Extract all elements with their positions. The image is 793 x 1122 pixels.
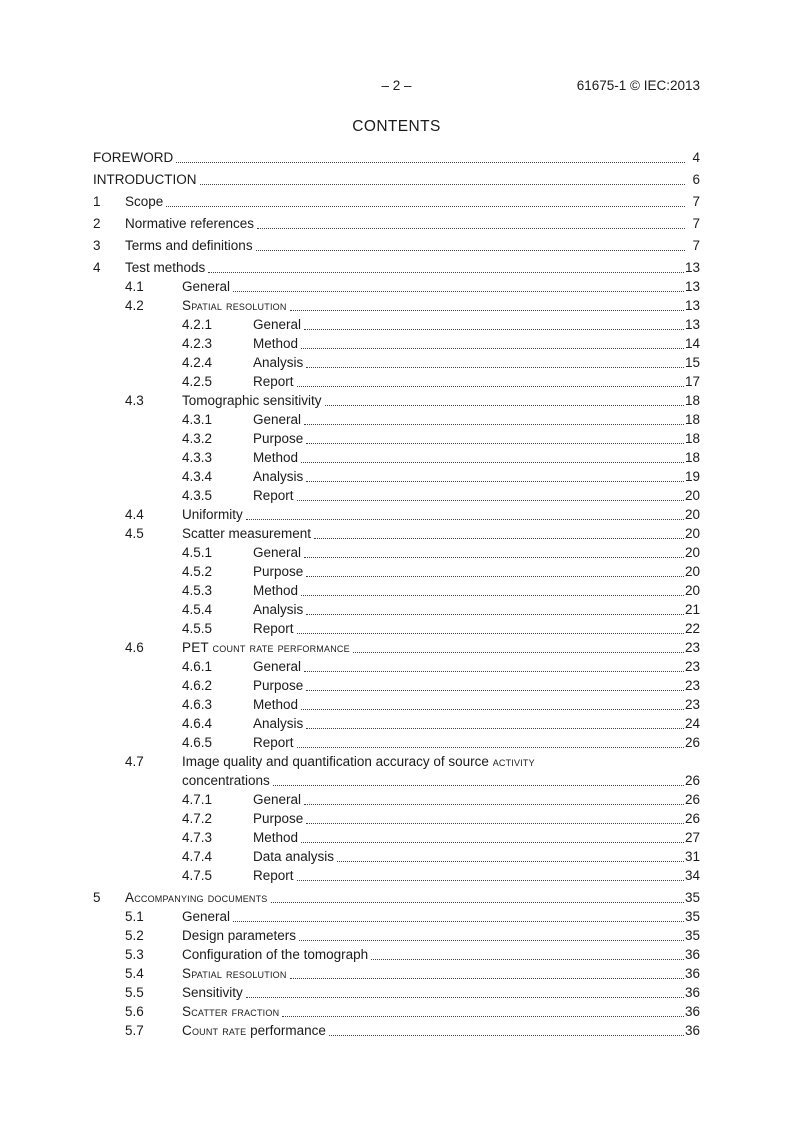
- toc-entry-page-number: 14: [684, 336, 700, 351]
- toc-entry-number: 4.3.4: [182, 469, 213, 484]
- toc-entry-number: 4.2.5: [182, 374, 213, 389]
- dotted-leader: [273, 785, 684, 786]
- toc-entry-title: [182, 391, 322, 410]
- toc-entry-title-part: Analysis: [253, 716, 304, 731]
- toc-entry-title: [93, 148, 173, 167]
- toc-entry-title: [253, 657, 301, 676]
- toc-entry-title: [182, 907, 230, 926]
- toc-entry-5.2: [93, 926, 700, 945]
- dotted-leader: [306, 576, 684, 577]
- dotted-leader: [306, 481, 684, 482]
- dotted-leader: [246, 997, 684, 998]
- toc-entry-title: [253, 562, 303, 581]
- toc-entry-title-part: Scatter measurement: [182, 526, 312, 541]
- dotted-leader: [257, 228, 685, 229]
- dotted-leader: [176, 162, 685, 163]
- toc-entry-4.2.5: [93, 372, 700, 391]
- toc-entry-4: [93, 258, 700, 277]
- toc-entry-4.5.3: [93, 581, 700, 600]
- toc-entry-number: 4.7.2: [182, 811, 213, 826]
- toc-entry-page-number: 13: [684, 260, 700, 275]
- toc-entry-page-number: 36: [684, 947, 700, 962]
- toc-entry-page-number: 26: [684, 792, 700, 807]
- dotted-leader: [290, 978, 684, 979]
- toc-entry-title-part: Image quality and quantification accuracy of source: [182, 754, 493, 769]
- dotted-leader: [297, 500, 684, 501]
- dotted-leader: [306, 367, 684, 368]
- document-reference: 61675-1 © IEC:2013: [576, 78, 700, 93]
- toc-entry-4.7.4: [93, 847, 700, 866]
- toc-entry-number: 4.6.5: [182, 735, 213, 750]
- toc-entry-number: 4.2.1: [182, 317, 213, 332]
- toc-entry-page-number: 20: [684, 564, 700, 579]
- toc-entry-title: [253, 600, 303, 619]
- toc-entry-2: [93, 214, 700, 233]
- dotted-leader: [246, 519, 684, 520]
- toc-entry-title: [253, 695, 298, 714]
- toc-entry-number: 5.1: [125, 909, 144, 924]
- toc-entry-title: [182, 1021, 326, 1040]
- toc-entry-title-part: Analysis: [253, 602, 304, 617]
- toc-entry-4.7: [93, 752, 700, 771]
- dotted-leader: [304, 424, 684, 425]
- toc-entry-4.3.3: [93, 448, 700, 467]
- toc-entry-title-continuation: concentrations: [182, 773, 270, 788]
- toc-entry-title-part: Terms and definitions: [125, 238, 253, 253]
- dotted-leader: [282, 1016, 684, 1017]
- toc-entry-number: 4.7: [125, 754, 144, 769]
- toc-entry-page-number: 18: [684, 412, 700, 427]
- toc-entry-title-part: performance: [246, 1023, 326, 1038]
- toc-entry-title: [253, 733, 294, 752]
- toc-entry-number: 4.6.3: [182, 697, 213, 712]
- toc-entry-title-part: Spatial resolution: [182, 298, 287, 313]
- toc-entry-4.1: [93, 277, 700, 296]
- dotted-leader: [306, 823, 684, 824]
- toc-entry-title-part: PET count rate performance: [182, 640, 350, 655]
- page-number-marker: – 2 –: [381, 78, 412, 93]
- dotted-leader: [301, 462, 684, 463]
- toc-entry-page-number: 36: [684, 1023, 700, 1038]
- toc-entry-number: 4.2: [125, 298, 144, 313]
- toc-entry-page-number: 31: [684, 849, 700, 864]
- toc-entry-title: [182, 945, 368, 964]
- toc-entry-page-number: 35: [684, 909, 700, 924]
- toc-entry-title-part: Report: [253, 735, 294, 750]
- toc-entry-title-part: Normative references: [125, 216, 255, 231]
- toc-entry-title: [253, 543, 301, 562]
- toc-entry-number: 3: [93, 238, 101, 253]
- dotted-leader: [304, 329, 684, 330]
- toc-entry-title: [253, 467, 303, 486]
- toc-entry-page-number: 22: [684, 621, 700, 636]
- page-body: [93, 78, 700, 1040]
- toc-entry-title: [182, 983, 243, 1002]
- toc-entry-page-number: 36: [684, 985, 700, 1000]
- toc-entry-number: 4.3.2: [182, 431, 213, 446]
- toc-entry-title: [253, 581, 298, 600]
- toc-entry-title: [253, 866, 294, 885]
- toc-entry-title: [253, 353, 303, 372]
- toc-entry-4.6.2: [93, 676, 700, 695]
- toc-entry-page-number: 18: [684, 431, 700, 446]
- toc-entry-title: [253, 448, 298, 467]
- dotted-leader: [301, 348, 684, 349]
- toc-entry-number: 4.5: [125, 526, 144, 541]
- toc-list: [93, 148, 700, 1040]
- toc-entry-page-number: 13: [684, 298, 700, 313]
- toc-entry-title-part: Spatial resolution: [182, 966, 287, 981]
- toc-entry-title-part: FOREWORD: [93, 150, 174, 165]
- toc-entry-3: [93, 236, 700, 255]
- toc-entry-page-number: 20: [684, 526, 700, 541]
- toc-entry-4.5.5: [93, 619, 700, 638]
- toc-entry-title: [253, 847, 334, 866]
- toc-entry-5: [93, 888, 700, 907]
- toc-entry-title-part: General: [253, 792, 302, 807]
- toc-entry-page-number: 36: [684, 966, 700, 981]
- toc-entry-5.3: [93, 945, 700, 964]
- toc-entry-number: 4.6: [125, 640, 144, 655]
- toc-entry-4.6.5: [93, 733, 700, 752]
- dotted-leader: [290, 310, 684, 311]
- dotted-leader: [301, 595, 684, 596]
- toc-entry-title: [253, 714, 303, 733]
- toc-entry-title-part: Count rate: [182, 1023, 247, 1038]
- toc-entry-title: [125, 214, 254, 233]
- toc-entry-number: 4.7.3: [182, 830, 213, 845]
- toc-entry-title-part: Method: [253, 830, 299, 845]
- dotted-leader: [233, 291, 684, 292]
- toc-entry-title: [93, 170, 197, 189]
- toc-entry-number: 5.2: [125, 928, 144, 943]
- toc-entry-title-part: Sensitivity: [182, 985, 243, 1000]
- toc-entry-number: 1: [93, 194, 101, 209]
- dotted-leader: [337, 861, 684, 862]
- toc-entry-title: [182, 505, 243, 524]
- toc-entry-number: 5.4: [125, 966, 144, 981]
- toc-entry-number: 4.2.3: [182, 336, 213, 351]
- toc-entry-4.5.2: [93, 562, 700, 581]
- dotted-leader: [297, 747, 684, 748]
- toc-entry-title: [182, 964, 287, 983]
- toc-entry-number: 5.3: [125, 947, 144, 962]
- toc-entry-page-number: 26: [684, 735, 700, 750]
- dotted-leader: [271, 902, 684, 903]
- toc-entry-4.7.3: [93, 828, 700, 847]
- toc-entry-title-part: Configuration of the tomograph: [182, 947, 369, 962]
- toc-entry-4.3: [93, 391, 700, 410]
- toc-entry-4.5: [93, 524, 700, 543]
- toc-entry-title: [125, 236, 253, 255]
- toc-entry-title: [253, 315, 301, 334]
- toc-entry-title-part: Purpose: [253, 811, 304, 826]
- toc-entry-number: 4.1: [125, 279, 144, 294]
- toc-entry-4.6.4: [93, 714, 700, 733]
- toc-entry-title: [182, 1002, 279, 1021]
- toc-entry-number: 5: [93, 890, 101, 905]
- dotted-leader: [306, 728, 684, 729]
- toc-entry-title-part: Analysis: [253, 469, 304, 484]
- toc-entry-title-part: Report: [253, 868, 294, 883]
- toc-entry-number: 4.7.1: [182, 792, 213, 807]
- toc-entry-title-part: Purpose: [253, 564, 304, 579]
- toc-entry-title: [253, 809, 303, 828]
- dotted-leader: [301, 842, 684, 843]
- toc-entry-4.4: [93, 505, 700, 524]
- toc-entry-page-number: 19: [684, 469, 700, 484]
- toc-entry-page-number: 20: [684, 583, 700, 598]
- toc-entry-title-part: Test methods: [125, 260, 206, 275]
- toc-entry-4.7.2: [93, 809, 700, 828]
- toc-entry-4.6: [93, 638, 700, 657]
- toc-entry-page-number: 35: [684, 890, 700, 905]
- toc-entry-number: 4.5.3: [182, 583, 213, 598]
- toc-entry-title-part: Method: [253, 336, 299, 351]
- toc-entry-title-part: Purpose: [253, 678, 304, 693]
- dotted-leader: [304, 804, 684, 805]
- dotted-leader: [208, 272, 684, 273]
- toc-entry-page-number: 20: [684, 488, 700, 503]
- toc-entry-page-number: 20: [684, 507, 700, 522]
- toc-entry-introduction: [93, 170, 700, 189]
- toc-entry-title-part: Uniformity: [182, 507, 243, 522]
- toc-entry-number: 4: [93, 260, 101, 275]
- toc-entry-title-part: Method: [253, 583, 299, 598]
- toc-entry-page-number: 26: [684, 773, 700, 788]
- toc-entry-number: 4.6.2: [182, 678, 213, 693]
- toc-entry-page-number: 35: [684, 928, 700, 943]
- toc-entry-number: 5.5: [125, 985, 144, 1000]
- dotted-leader: [314, 538, 684, 539]
- toc-entry-page-number: 27: [684, 830, 700, 845]
- toc-entry-foreword: [93, 148, 700, 167]
- dotted-leader: [297, 633, 684, 634]
- toc-entry-page-number: 23: [684, 697, 700, 712]
- toc-entry-title-part: Method: [253, 450, 299, 465]
- dotted-leader: [297, 386, 684, 387]
- toc-entry-title: [253, 334, 298, 353]
- toc-entry-page-number: 4: [692, 150, 700, 165]
- dotted-leader: [325, 405, 684, 406]
- contents-title: CONTENTS: [352, 118, 441, 135]
- toc-entry-title-part: General: [253, 659, 302, 674]
- dotted-leader: [304, 671, 684, 672]
- toc-entry-title: [253, 676, 303, 695]
- toc-entry-number: 4.7.5: [182, 868, 213, 883]
- toc-entry-title: [125, 258, 205, 277]
- toc-entry-4.3.1: [93, 410, 700, 429]
- toc-entry-page-number: 18: [684, 450, 700, 465]
- toc-entry-number: 4.7.4: [182, 849, 213, 864]
- toc-entry-title-part: General: [182, 909, 231, 924]
- toc-entry-5.5: [93, 983, 700, 1002]
- dotted-leader: [299, 940, 684, 941]
- toc-entry-4.5.1: [93, 543, 700, 562]
- toc-entry-number: 4.2.4: [182, 355, 213, 370]
- toc-entry-title: [182, 926, 296, 945]
- toc-entry-number: 4.3: [125, 393, 144, 408]
- toc-entry-number: 4.3.5: [182, 488, 213, 503]
- toc-entry-1: [93, 192, 700, 211]
- dotted-leader: [371, 959, 684, 960]
- toc-entry-page-number: 15: [684, 355, 700, 370]
- toc-entry-title-part: Analysis: [253, 355, 304, 370]
- toc-entry-title: [182, 524, 311, 543]
- toc-entry-title-part: INTRODUCTION: [93, 172, 197, 187]
- toc-entry-number: 4.3.3: [182, 450, 213, 465]
- toc-entry-page-number: 7: [692, 194, 700, 209]
- toc-entry-title: [125, 888, 268, 907]
- toc-entry-title-part: Accompanying documents: [125, 890, 268, 905]
- toc-entry-title-part: Report: [253, 374, 294, 389]
- toc-entry-title: [253, 486, 294, 505]
- toc-entry-4.2.1: [93, 315, 700, 334]
- toc-entry-4.2.4: [93, 353, 700, 372]
- toc-entry-5.7: [93, 1021, 700, 1040]
- toc-entry-title-part: Data analysis: [253, 849, 335, 864]
- toc-entry-4.3.4: [93, 467, 700, 486]
- dotted-leader: [166, 206, 685, 207]
- toc-entry-number: 4.5.2: [182, 564, 213, 579]
- toc-entry-number: 4.5.4: [182, 602, 213, 617]
- toc-entry-title-part: Tomographic sensitivity: [182, 393, 322, 408]
- toc-entry-title: [253, 410, 301, 429]
- toc-entry-page-number: 34: [684, 868, 700, 883]
- toc-entry-page-number: 36: [684, 1004, 700, 1019]
- toc-entry-page-number: 20: [684, 545, 700, 560]
- toc-entry-page-number: 23: [684, 659, 700, 674]
- toc-entry-page-number: 23: [684, 678, 700, 693]
- toc-entry-title-part: Purpose: [253, 431, 304, 446]
- toc-entry-title: [253, 790, 301, 809]
- toc-entry-title-part: Report: [253, 621, 294, 636]
- toc-entry-number: 4.5.1: [182, 545, 213, 560]
- toc-entry-number: 5.7: [125, 1023, 144, 1038]
- dotted-leader: [304, 557, 684, 558]
- dotted-leader: [233, 921, 684, 922]
- toc-entry-page-number: 17: [684, 374, 700, 389]
- dotted-leader: [306, 690, 684, 691]
- toc-entry-5.4: [93, 964, 700, 983]
- toc-entry-page-number: 23: [684, 640, 700, 655]
- dotted-leader: [306, 614, 684, 615]
- toc-entry-title-part: General: [253, 545, 302, 560]
- toc-entry-5.6: [93, 1002, 700, 1021]
- toc-entry-page-number: 26: [684, 811, 700, 826]
- toc-entry-number: 4.5.5: [182, 621, 213, 636]
- toc-entry-page-number: 24: [684, 716, 700, 731]
- toc-entry-title: [182, 296, 287, 315]
- toc-entry-title: [182, 752, 535, 771]
- toc-entry-title-part: General: [253, 412, 302, 427]
- dotted-leader: [297, 880, 684, 881]
- toc-entry-number: 4.6.1: [182, 659, 213, 674]
- toc-entry-number: 4.4: [125, 507, 144, 522]
- toc-entry-title: [182, 638, 350, 657]
- toc-entry-title-part: Report: [253, 488, 294, 503]
- toc-entry-4.3.2: [93, 429, 700, 448]
- toc-entry-title: [253, 828, 298, 847]
- toc-entry-number: 4.6.4: [182, 716, 213, 731]
- toc-entry-title: [253, 429, 303, 448]
- toc-entry-number: 2: [93, 216, 101, 231]
- toc-entry-title-part: Method: [253, 697, 299, 712]
- dotted-leader: [301, 709, 684, 710]
- toc-entry-title-part: Scope: [125, 194, 164, 209]
- toc-entry-number: 4.3.1: [182, 412, 213, 427]
- toc-entry-number: 5.6: [125, 1004, 144, 1019]
- toc-entry-title-part: Scatter fraction: [182, 1004, 280, 1019]
- dotted-leader: [306, 443, 684, 444]
- toc-entry-page-number: 21: [684, 602, 700, 617]
- toc-entry-title-part: activity: [492, 754, 535, 769]
- toc-entry-page-number: 13: [684, 317, 700, 332]
- toc-entry-4.7-continuation: [93, 771, 700, 790]
- toc-entry-title-part: General: [182, 279, 231, 294]
- toc-entry-5.1: [93, 907, 700, 926]
- dotted-leader: [200, 184, 686, 185]
- toc-entry-title: [182, 277, 230, 296]
- dotted-leader: [353, 652, 684, 653]
- toc-entry-title-part: General: [253, 317, 302, 332]
- toc-entry-page-number: 7: [692, 216, 700, 231]
- toc-entry-page-number: 7: [692, 238, 700, 253]
- running-header: [93, 78, 700, 93]
- toc-entry-page-number: 18: [684, 393, 700, 408]
- toc-entry-4.7.1: [93, 790, 700, 809]
- toc-entry-title: [253, 372, 294, 391]
- toc-entry-4.7.5: [93, 866, 700, 885]
- toc-entry-4.3.5: [93, 486, 700, 505]
- toc-entry-title: [125, 192, 163, 211]
- toc-entry-4.6.1: [93, 657, 700, 676]
- dotted-leader: [256, 250, 685, 251]
- dotted-leader: [329, 1035, 684, 1036]
- toc-entry-4.6.3: [93, 695, 700, 714]
- toc-entry-title-part: Design parameters: [182, 928, 297, 943]
- toc-entry-title: [253, 619, 294, 638]
- toc-entry-4.2: [93, 296, 700, 315]
- toc-entry-page-number: 6: [692, 172, 700, 187]
- toc-entry-4.5.4: [93, 600, 700, 619]
- toc-entry-4.2.3: [93, 334, 700, 353]
- toc-entry-page-number: 13: [684, 279, 700, 294]
